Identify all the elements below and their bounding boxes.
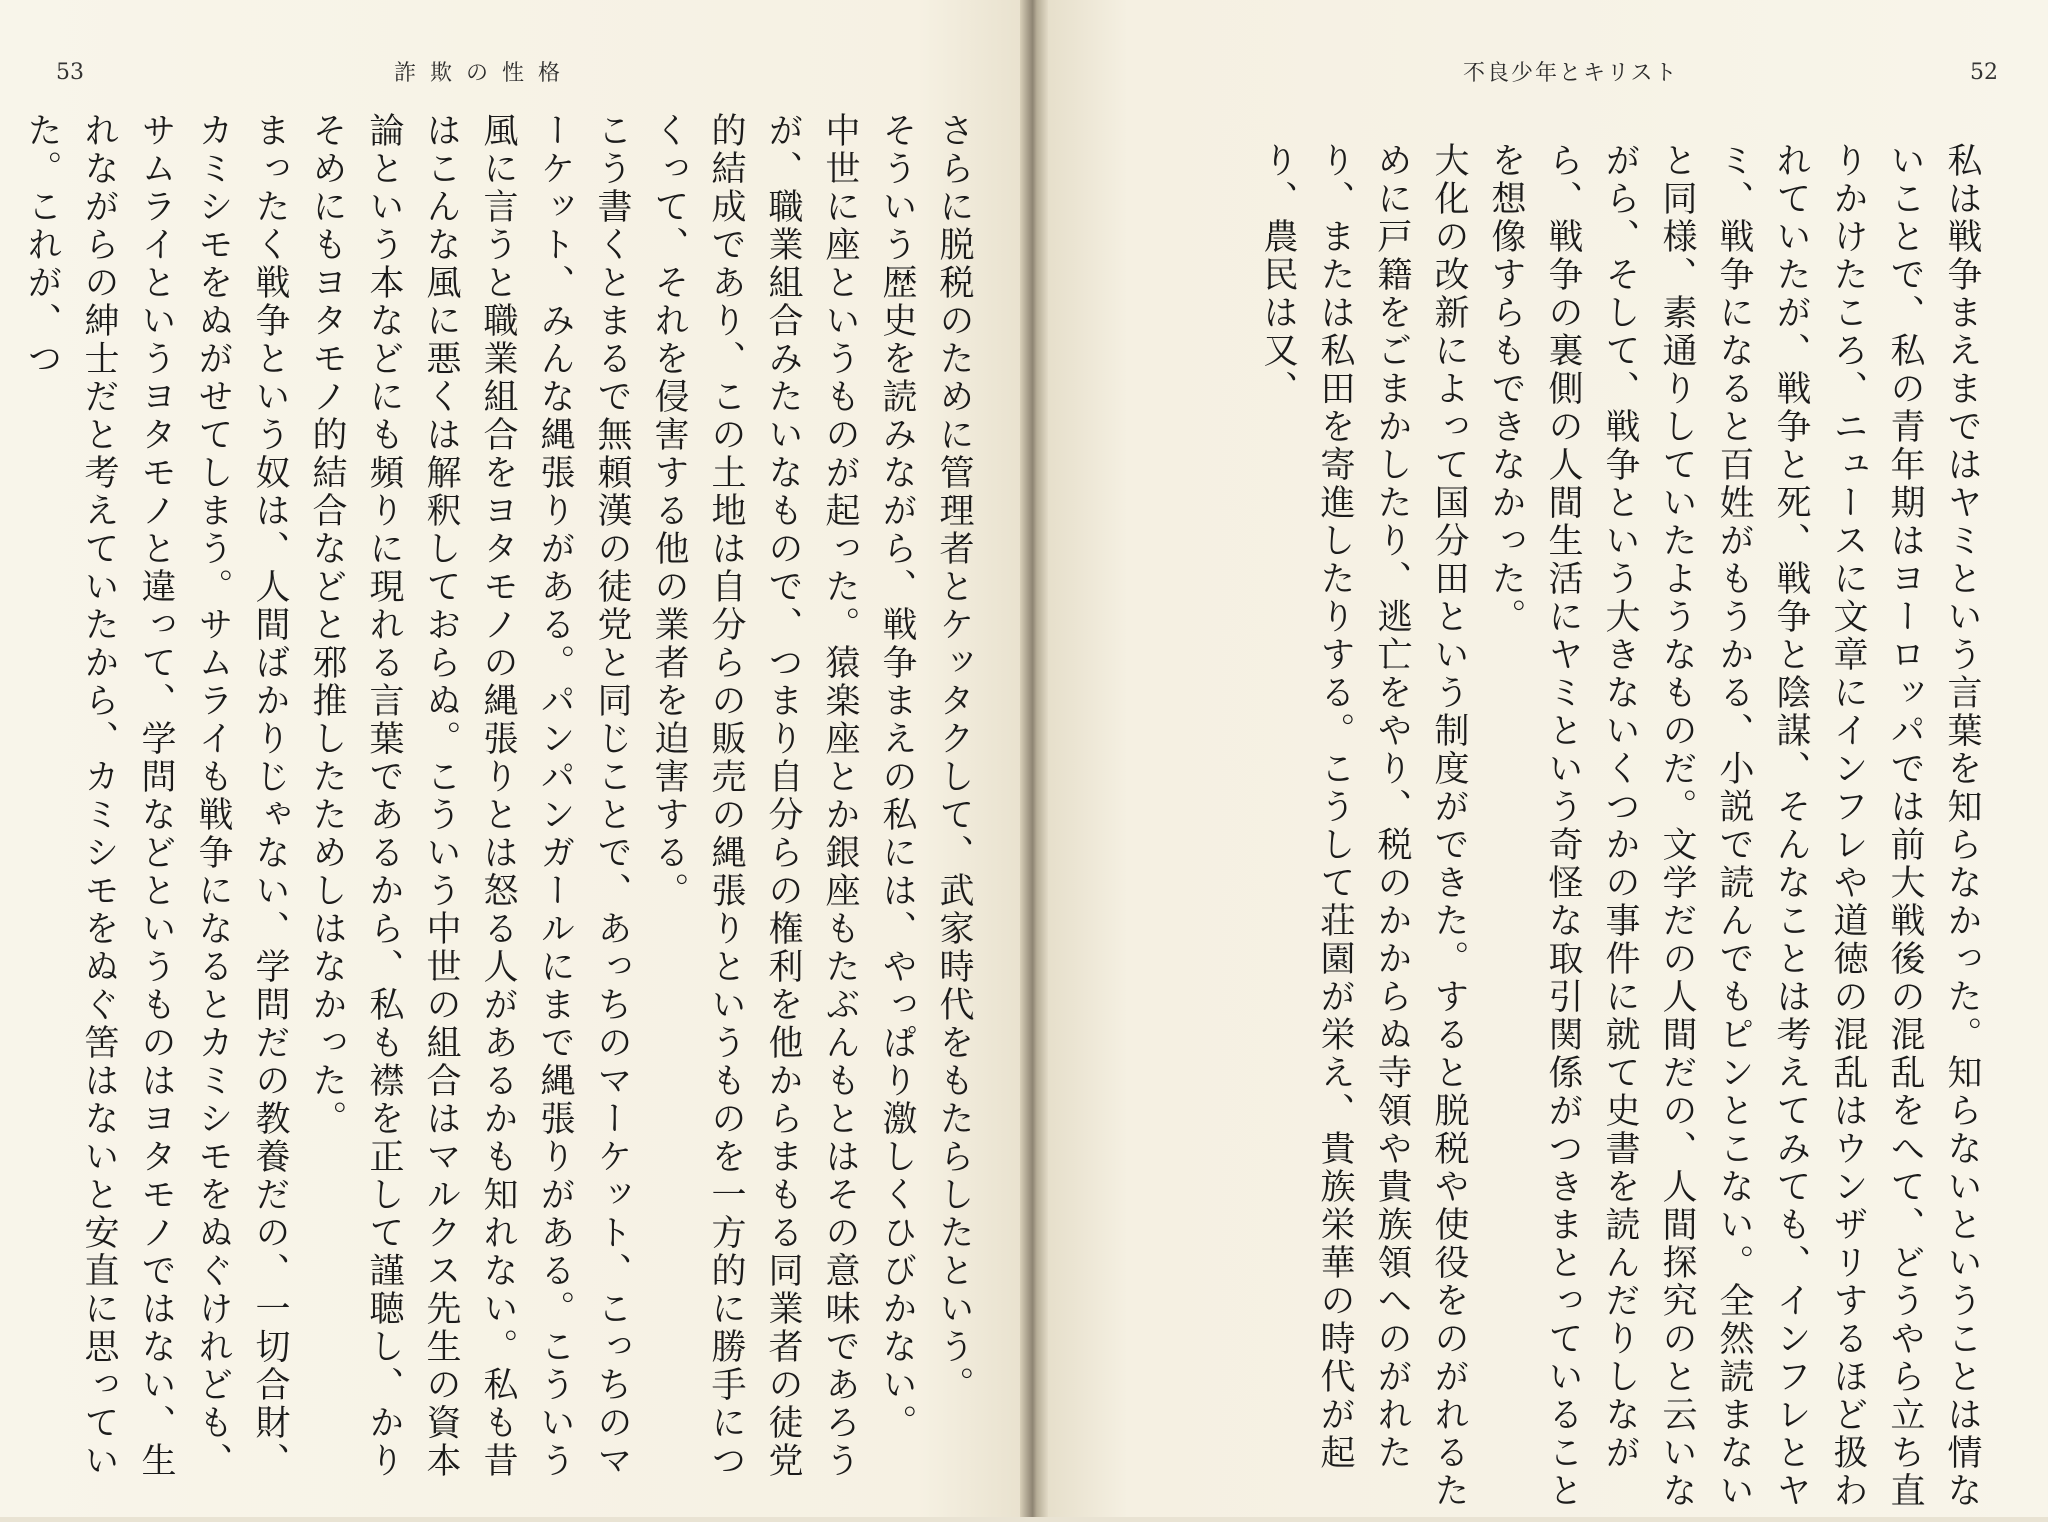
running-head: 不良少年とキリスト [1463, 61, 1679, 86]
page-number: 53 [56, 60, 84, 85]
paragraph: 中世に座というものが起った。猿楽座とか銀座もたぶんもとはその意味であろうが、職業組合みたいなもので、つまり自分らの権利を他からまもる同業者の徒党的結成であり、この土地は自分らの販売の縄張りというものを一方的に勝手につくって、それを侵害する他の業者を迫害する。 [649, 112, 860, 1480]
body-text [22, 112, 982, 1492]
book-gutter [1020, 0, 1048, 1517]
running-head: 詐欺の性格 [394, 61, 575, 86]
right-page [1048, 0, 2048, 1517]
paragraph: 私は戦争まえまではヤミという言葉を知らなかった。知らないということは情ないことで、私の青年期はヨーロッパでは前大戦後の混乱をへて、どうやら立ち直りかけたころ、ニュースに文章にインフレや道徳の混乱はウンザリするほど扱われていたが、戦争と死、戦争と陰謀、そんなことは考えてみても、インフレとヤミ、戦争になると百姓がもうかる、小説で読んでもピンとこない。全然読まないと同様、素通りしていたようなものだ。文学だの人間だの、人間探究のと云いながら、そして、戦争という大きないくつかの事件に就て史書を読んだりしながら、戦争の裏側の人間生活にヤミという奇怪な取引関係がつきまとっていることを想像すらもできなかった。 [1486, 142, 1982, 1510]
paragraph: そういう歴史を読みながら、戦争まえの私には、やっぱり激しくひびかない。 [877, 112, 917, 1442]
page-number: 52 [1970, 60, 1998, 85]
body-text [1086, 142, 1990, 1522]
paragraph: こう書くとまるで無頼漢の徒党と同じことで、あっちのマーケット、こっちのマーケット、みんな縄張りがある。パンパンガールにまで縄張りがある。こういう風に言うと職業組合をヨタモノの縄張りとは怒る人があるかも知れない。私も昔はこんな風に悪くは解釈しておらぬ。こういう中世の組合はマルクス先生の資本論という本などにも頻りに現れる言葉であるから、私も襟を正して謹聴し、かりそめにもヨタモノ的結合などと邪推したためしはなかった。 [307, 112, 632, 1480]
left-page [0, 0, 1020, 1517]
paragraph: 大化の改新によって国分田という制度ができた。すると脱税や使役をのがれるために戸籍をごまかしたり、逃亡をやり、税のかからぬ寺領や貴族領へのがれたり、または私田を寄進したりする。こうして荘園が栄え、貴族栄華の時代が起り、農民は又、 [1258, 142, 1469, 1510]
paragraph: さらに脱税のために管理者とケッタクして、武家時代をもたらしたという。 [934, 112, 974, 1404]
paragraph: まったく戦争という奴は、人間ばかりじゃない、学問だの教養だの、一切合財、カミシモをぬがせてしまう。サムライも戦争になるとカミシモをぬぐけれども、サムライというヨタモノと違って、学問などというものはヨタモノではない、生れながらの紳士だと考えていたから、カミシモをぬぐ筈はないと安直に思っていた。これが、つ [22, 112, 290, 1480]
